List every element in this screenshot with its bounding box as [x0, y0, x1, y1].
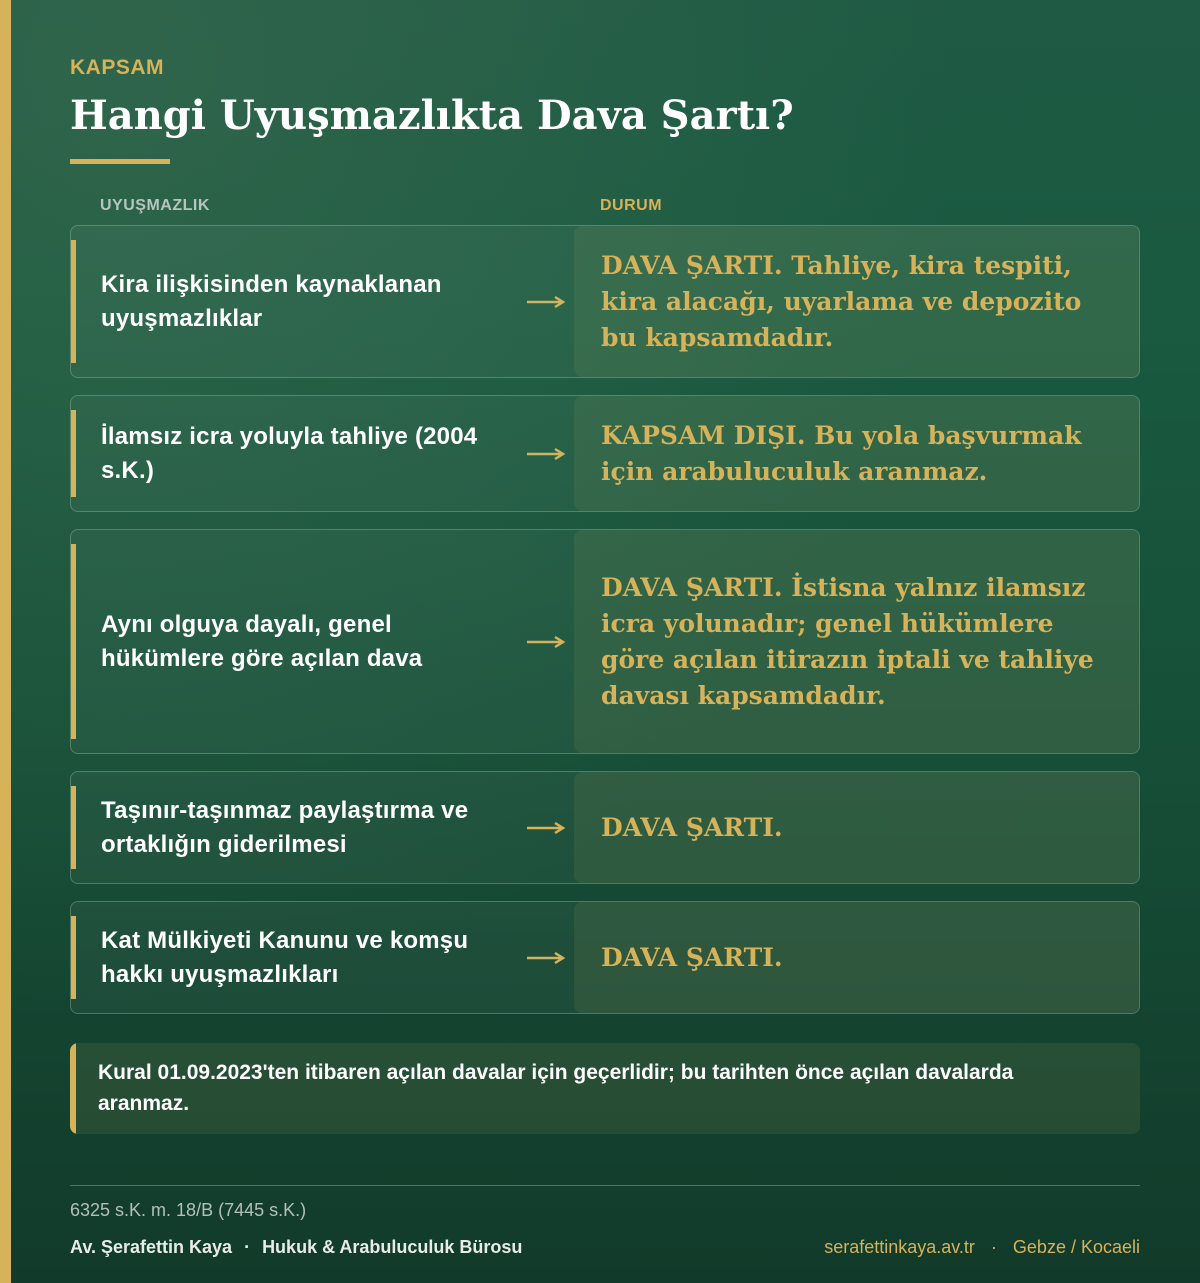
row-accent [71, 916, 76, 999]
section-eyebrow: KAPSAM [70, 56, 165, 79]
footer-separator: · [244, 1237, 251, 1257]
footer-separator: · [990, 1237, 997, 1257]
footer-credit [70, 1237, 522, 1258]
row-accent [71, 410, 76, 497]
location-text: Gebze / Kocaeli [1012, 1237, 1140, 1257]
arrow-right-icon [527, 951, 567, 965]
website-link[interactable]: serafettinkaya.av.tr [824, 1237, 975, 1257]
status-text: DAVA ŞARTI. [574, 772, 1139, 883]
table-row [70, 395, 1140, 512]
effective-date-note [70, 1043, 1140, 1134]
arrow-right-icon [527, 295, 567, 309]
table-row [70, 771, 1140, 884]
dispute-label: Kira ilişkisinden kaynaklanan uyuşmazlıklar [101, 270, 442, 332]
footer-contact [824, 1237, 1140, 1258]
note-accent [70, 1043, 76, 1134]
footer-divider [70, 1185, 1140, 1186]
dispute-label: Aynı olguya dayalı, genel hükümlere göre açılan dava [101, 610, 423, 672]
status-text: DAVA ŞARTI. [574, 902, 1139, 1013]
arrow-right-icon [527, 447, 567, 461]
dispute-label: Kat Mülkiyeti Kanunu ve komşu hakkı uyuşmazlıkları [101, 926, 469, 988]
dispute-label: İlamsız icra yoluyla tahliye (2004 s.K.) [101, 422, 478, 484]
arrow-right-icon [527, 635, 567, 649]
left-accent-bar [0, 0, 11, 1283]
table-row [70, 225, 1140, 378]
note-text: Kural 01.09.2023'ten itibaren açılan davalar için geçerlidir; bu tarihten önce açılan davalarda aranmaz. [98, 1061, 1014, 1115]
legal-citation: 6325 s.K. m. 18/B (7445 s.K.) [70, 1200, 307, 1220]
table-row [70, 529, 1140, 754]
author-name: Av. Şerafettin Kaya [70, 1237, 233, 1257]
status-text: KAPSAM DIŞI. Bu yola başvurmak için arabuluculuk aranmaz. [574, 396, 1139, 511]
arrow-right-icon [527, 821, 567, 835]
firm-name: Hukuk & Arabuluculuk Bürosu [262, 1237, 523, 1257]
row-accent [71, 786, 76, 869]
status-text: DAVA ŞARTI. İstisna yalnız ilamsız icra yolunadır; genel hükümlere göre açılan itirazın iptali ve tahliye davası kapsamdadır. [574, 530, 1139, 753]
table-row [70, 901, 1140, 1014]
dispute-label: Taşınır-taşınmaz paylaştırma ve ortaklığın giderilmesi [101, 796, 469, 858]
title-underline [70, 159, 170, 164]
row-accent [71, 240, 76, 363]
status-text: DAVA ŞARTI. Tahliye, kira tespiti, kira alacağı, uyarlama ve depozito bu kapsamdadır. [574, 226, 1139, 377]
column-header-dispute: UYUŞMAZLIK [100, 197, 210, 214]
row-accent [71, 544, 76, 739]
page-title: Hangi Uyuşmazlıkta Dava Şartı? [70, 92, 794, 139]
column-header-status: DURUM [600, 197, 663, 214]
